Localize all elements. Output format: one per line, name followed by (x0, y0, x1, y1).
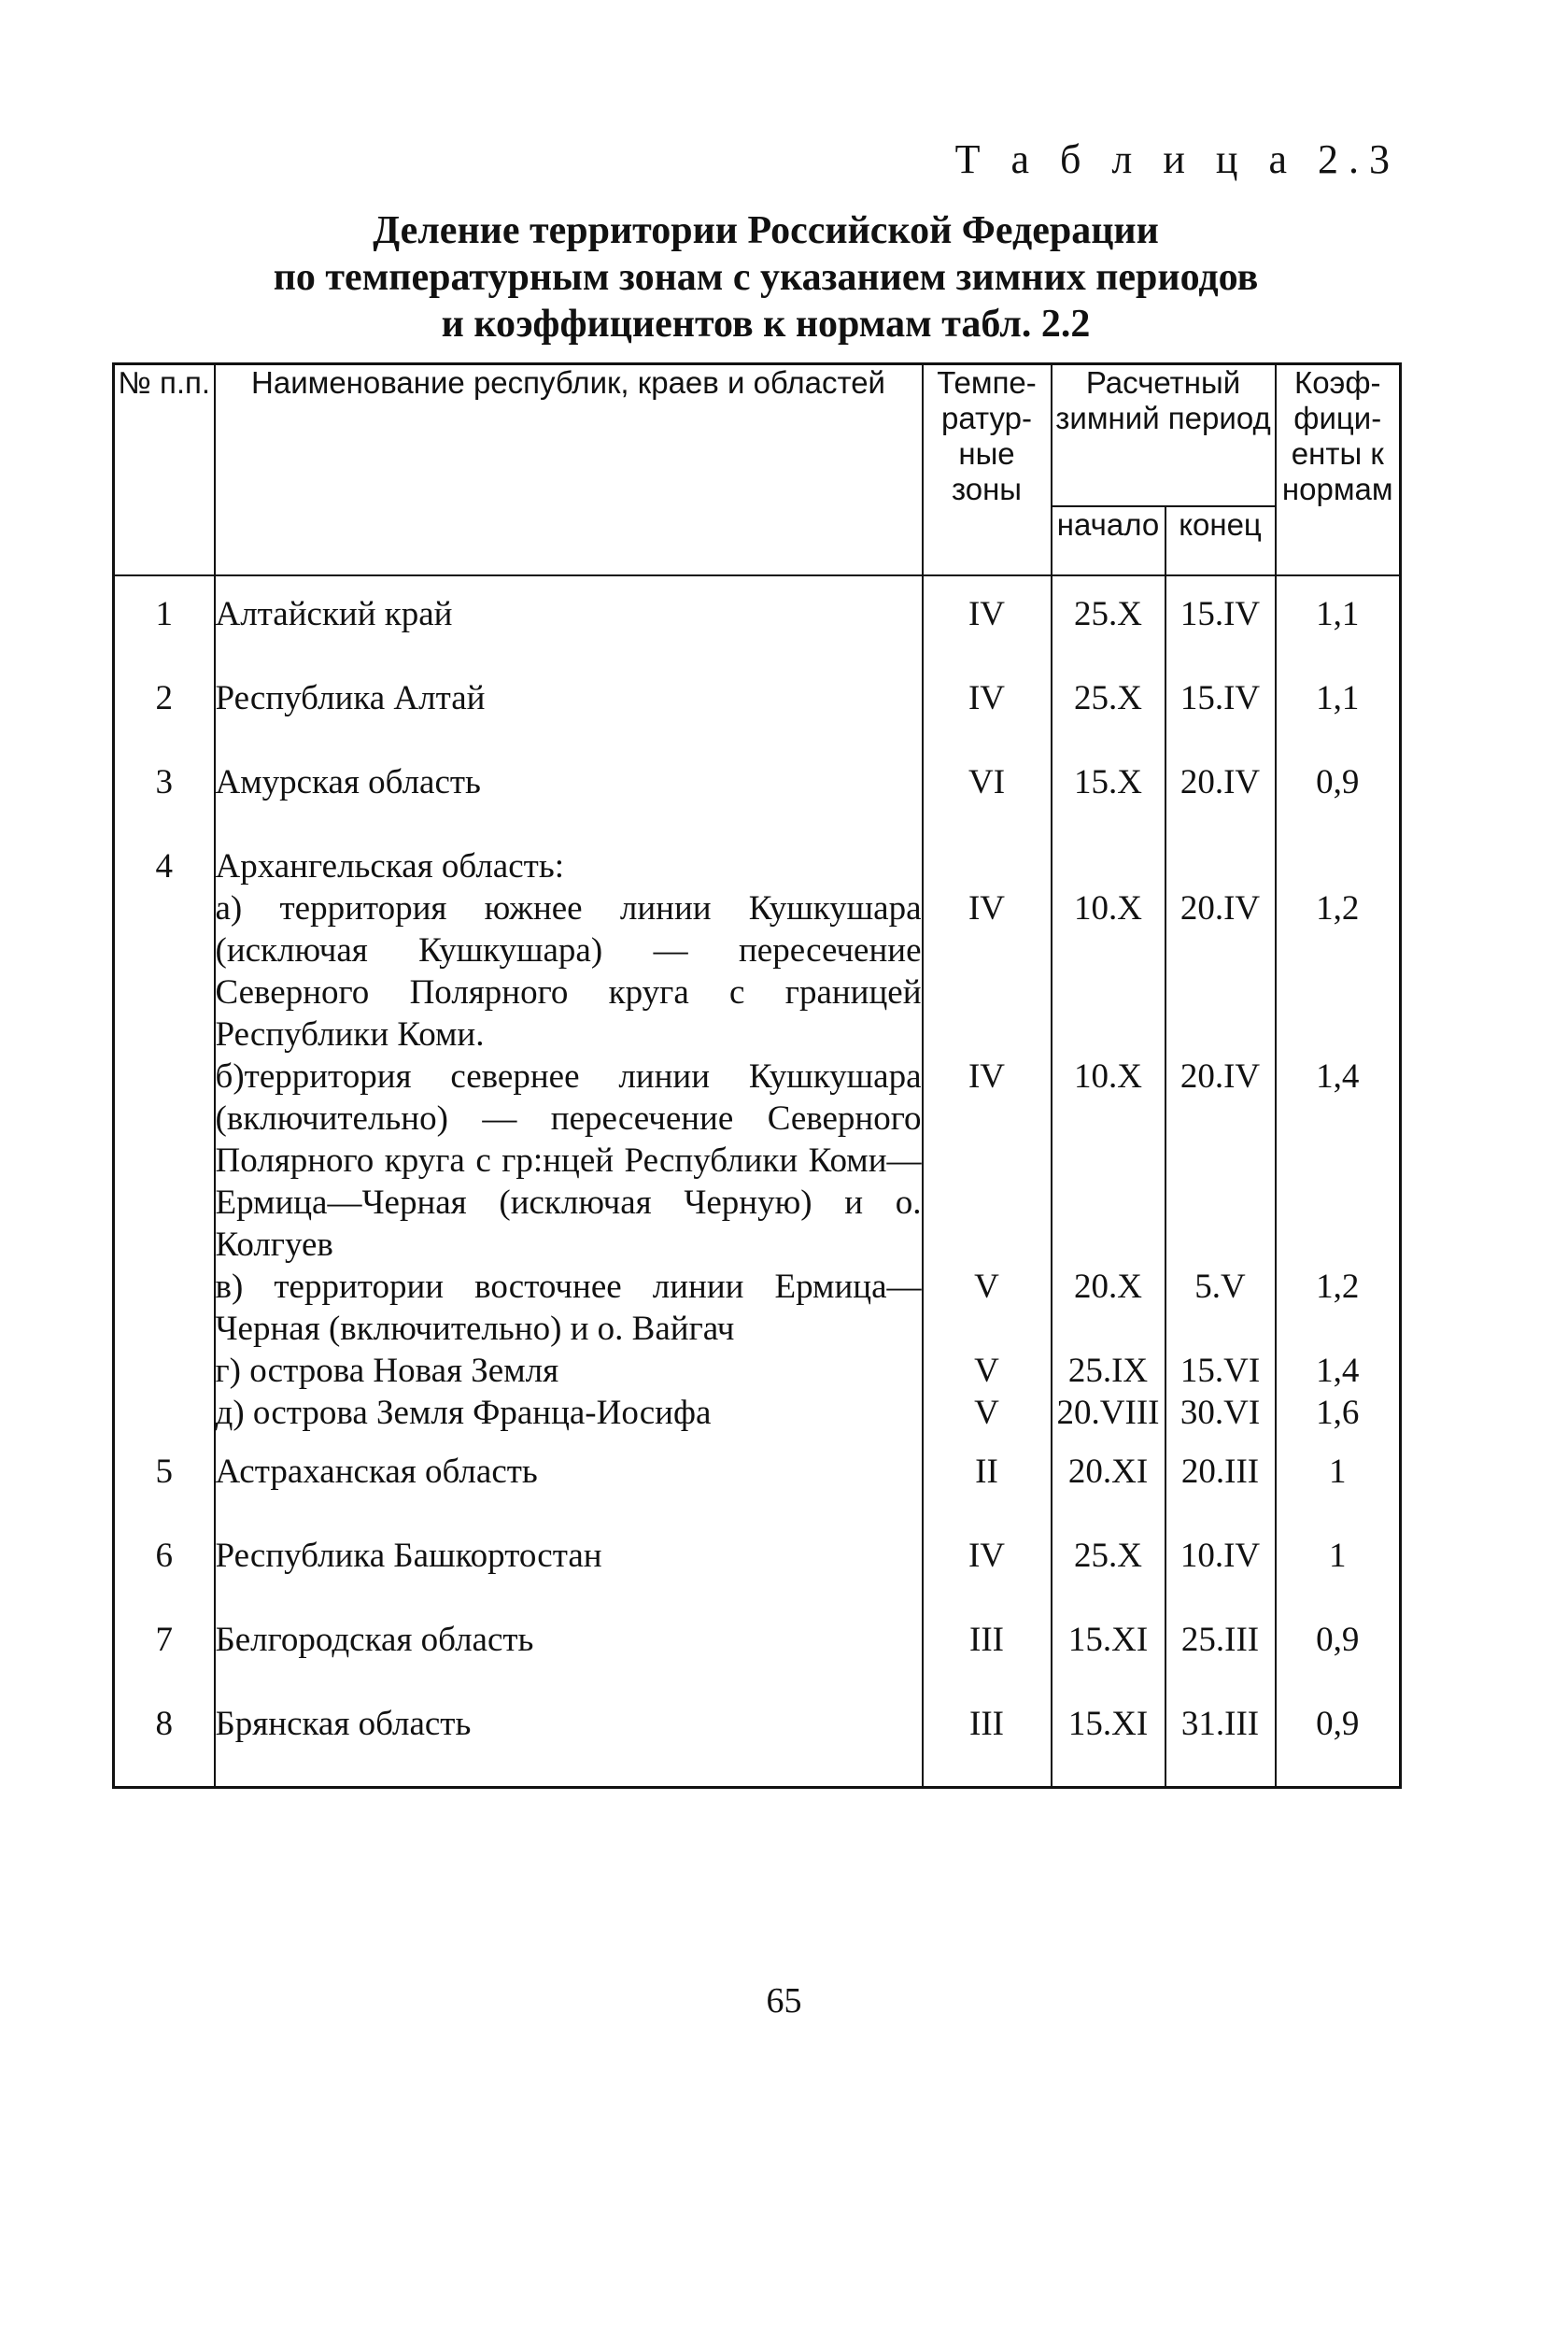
row-zone: IV (923, 887, 1052, 1056)
row-coef: 1,2 (1276, 887, 1401, 1056)
row-end: 30.VI (1165, 1392, 1276, 1434)
row-start: 25.X (1052, 677, 1165, 761)
row-name: Республика Алтай (215, 677, 923, 761)
row-end: 20.IV (1165, 887, 1276, 1056)
table-row (114, 1451, 1401, 1535)
row-num: 4 (114, 845, 215, 887)
row-end: 10.IV (1165, 1535, 1276, 1619)
header-start: начало (1052, 506, 1165, 575)
row-start: 20.XI (1052, 1451, 1165, 1535)
row-end: 20.IV (1165, 1056, 1276, 1266)
row-name: г) острова Новая Земля (215, 1350, 923, 1392)
row-name: Белгородская область (215, 1619, 923, 1703)
zones-table (112, 362, 1402, 1789)
header-coef: Коэф-фици-енты к нормам (1276, 364, 1401, 576)
row-zone: IV (923, 593, 1052, 677)
caption-line: по температурным зонам с указанием зимних периодов (273, 256, 1259, 299)
row-start: 15.XI (1052, 1703, 1165, 1787)
row-end: 20.III (1165, 1451, 1276, 1535)
row-zone: II (923, 1451, 1052, 1535)
row-start: 25.IX (1052, 1350, 1165, 1392)
row-zone: V (923, 1266, 1052, 1350)
table-row (114, 1392, 1401, 1434)
row-num: 5 (114, 1451, 215, 1535)
row-end: 15.IV (1165, 677, 1276, 761)
row-name: а) территория южнее линии Кушкушара (исключая Кушкушара) — пересечение Северного Полярного круга с границей Республики Коми. (215, 889, 922, 1054)
row-zone: IV (923, 1535, 1052, 1619)
table-row (114, 677, 1401, 761)
row-zone: V (923, 1350, 1052, 1392)
row-zone: III (923, 1619, 1052, 1703)
header-period: Расчетный зимний период (1052, 364, 1276, 507)
row-start: 20.VIII (1052, 1392, 1165, 1434)
header-zone: Темпе-ратур-ные зоны (923, 364, 1052, 576)
table-row (114, 887, 1401, 1056)
row-zone: IV (923, 677, 1052, 761)
row-num: 8 (114, 1703, 215, 1787)
row-coef: 1,4 (1276, 1056, 1401, 1266)
table-row (114, 845, 1401, 887)
table-row (114, 1619, 1401, 1703)
row-coef: 1 (1276, 1535, 1401, 1619)
row-coef: 1 (1276, 1451, 1401, 1535)
row-start: 10.X (1052, 887, 1165, 1056)
row-name: Архангельская область: (215, 845, 923, 887)
row-zone: V (923, 1392, 1052, 1434)
table-row (114, 1056, 1401, 1266)
table-row (114, 593, 1401, 677)
caption-line: и коэффициентов к нормам табл. 2.2 (441, 303, 1091, 346)
row-start: 25.X (1052, 1535, 1165, 1619)
row-name: Брянская область (215, 1703, 923, 1787)
row-coef: 1,4 (1276, 1350, 1401, 1392)
page-number: 65 (766, 1981, 802, 2020)
row-coef: 1,2 (1276, 1266, 1401, 1350)
row-num: 7 (114, 1619, 215, 1703)
table-row (114, 1703, 1401, 1787)
table-row (114, 1350, 1401, 1392)
header-num: № п.п. (114, 364, 215, 576)
row-coef: 0,9 (1276, 761, 1401, 845)
table-row (114, 1535, 1401, 1619)
row-end: 25.III (1165, 1619, 1276, 1703)
row-name: д) острова Земля Франца-Иосифа (215, 1392, 923, 1434)
table-row (114, 761, 1401, 845)
row-num: 2 (114, 677, 215, 761)
row-end: 5.V (1165, 1266, 1276, 1350)
row-name: Амурская область (215, 761, 923, 845)
row-end: 15.VI (1165, 1350, 1276, 1392)
table-caption (215, 207, 1317, 347)
row-end: 15.IV (1165, 593, 1276, 677)
row-start: 15.X (1052, 761, 1165, 845)
header-name: Наименование республик, краев и областей (215, 364, 923, 576)
row-name: Алтайский край (215, 593, 923, 677)
row-name: Астраханская область (215, 1451, 923, 1535)
row-start: 15.XI (1052, 1619, 1165, 1703)
row-num: 6 (114, 1535, 215, 1619)
row-coef: 1,6 (1276, 1392, 1401, 1434)
row-num: 1 (114, 593, 215, 677)
row-coef: 1,1 (1276, 677, 1401, 761)
row-name: Республика Башкортостан (215, 1535, 923, 1619)
row-zone: VI (923, 761, 1052, 845)
table-label: Т а б л и ц а 2.3 (954, 136, 1400, 182)
row-start: 20.X (1052, 1266, 1165, 1350)
row-name: б)территория севернее линии Кушкушара (включительно) — пересечение Северного Полярного круга с гр:нцей Республики Коми—Ермица—Черная (исключая Черную) и о. Колгуев (215, 1057, 922, 1264)
row-start: 10.X (1052, 1056, 1165, 1266)
row-coef: 0,9 (1276, 1619, 1401, 1703)
row-num: 3 (114, 761, 215, 845)
table-row (114, 1266, 1401, 1350)
row-end: 31.III (1165, 1703, 1276, 1787)
row-zone: III (923, 1703, 1052, 1787)
row-coef: 1,1 (1276, 593, 1401, 677)
row-end: 20.IV (1165, 761, 1276, 845)
row-start: 25.X (1052, 593, 1165, 677)
row-zone: IV (923, 1056, 1052, 1266)
row-coef: 0,9 (1276, 1703, 1401, 1787)
row-name: в) территории восточнее линии Ермица—Черная (включительно) и о. Вайгач (215, 1268, 922, 1348)
caption-line: Деление территории Российской Федерации (373, 209, 1159, 252)
header-end: конец (1165, 506, 1276, 575)
